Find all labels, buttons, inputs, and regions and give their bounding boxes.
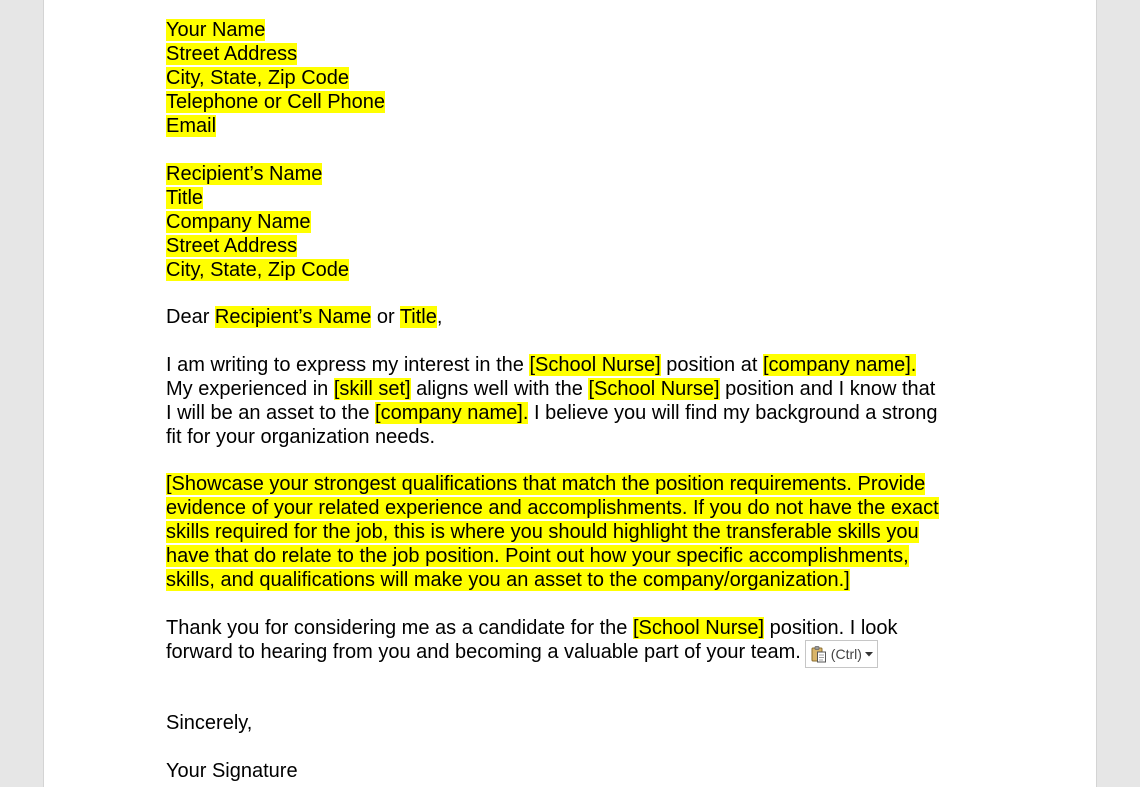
- signature: Your Signature: [166, 759, 298, 782]
- skill-set-placeholder: [skill set]: [333, 377, 411, 400]
- sender-email-line: [166, 114, 986, 138]
- salutation-name: Recipient’s Name: [214, 306, 372, 329]
- para1-line-3: [166, 401, 986, 425]
- position-placeholder: [School Nurse]: [632, 616, 765, 639]
- salutation-dear: Dear: [166, 306, 215, 329]
- para2-text: have that do relate to the job position. Point out how your specific accomplishments,: [166, 545, 909, 568]
- para3-text: Thank you for considering me as a candidate for the: [166, 616, 633, 639]
- para1-text: fit for your organization needs.: [166, 425, 436, 448]
- blank-line: [166, 329, 986, 353]
- salutation-or: or: [371, 306, 400, 329]
- signature-line: [166, 759, 986, 783]
- recipient-street-line: [166, 234, 986, 258]
- paste-options-button[interactable]: [805, 640, 878, 668]
- para1-line-1: [166, 353, 986, 377]
- para3-text: position. I look: [764, 616, 898, 639]
- recipient-title-line: [166, 186, 986, 210]
- blank-line: [166, 592, 986, 616]
- para1-text: I am writing to express my interest in the: [166, 353, 530, 376]
- blank-line: [166, 138, 986, 162]
- para2-line-1: [166, 472, 986, 496]
- position-placeholder: [School Nurse]: [588, 377, 720, 400]
- blank-line: [166, 282, 986, 306]
- salutation-title: Title: [399, 306, 437, 329]
- sender-city-line: [166, 66, 986, 90]
- sender-name: Your Name: [166, 19, 266, 41]
- para1-text: I believe you will find my background a strong: [528, 401, 938, 424]
- para1-line-2: [166, 377, 986, 401]
- caret-down-icon: [864, 649, 874, 659]
- para1-text: position at: [660, 353, 763, 376]
- salutation-comma: ,: [436, 306, 443, 329]
- salutation-line: [166, 305, 986, 329]
- para1-text: position and I know that: [719, 377, 936, 400]
- recipient-name-line: [166, 162, 986, 186]
- clipboard-icon: [809, 644, 829, 664]
- sender-phone: Telephone or Cell Phone: [166, 91, 386, 113]
- document-page: [44, 0, 1096, 787]
- para3-text: forward to hearing from you and becoming a valuable part of your team.: [166, 640, 801, 663]
- recipient-city: City, State, Zip Code: [166, 258, 350, 281]
- para2-text: skills required for the job, this is where you should highlight the transferable skills you: [166, 521, 919, 544]
- para2-line-4: [166, 544, 986, 568]
- letter-body[interactable]: [166, 18, 986, 783]
- position-placeholder: [School Nurse]: [529, 353, 661, 376]
- recipient-title: Title: [166, 186, 204, 209]
- company-placeholder: [company name].: [375, 401, 529, 424]
- sender-email: Email: [166, 115, 217, 137]
- para2-line-3: [166, 520, 986, 544]
- recipient-company: Company Name: [166, 210, 311, 233]
- closing: Sincerely,: [166, 712, 253, 735]
- para2-text: evidence of your related experience and accomplishments. If you do not have the exact: [166, 497, 939, 520]
- para2-line-5: [166, 568, 986, 592]
- para1-text: aligns well with the: [410, 377, 589, 400]
- para2-text: skills, and qualifications will make you an asset to the company/organization.]: [166, 569, 850, 592]
- sender-street: Street Address: [166, 43, 298, 65]
- sender-phone-line: [166, 90, 986, 114]
- sender-name-line: [166, 18, 986, 42]
- recipient-city-line: [166, 258, 986, 282]
- para2-line-2: [166, 496, 986, 520]
- blank-line: [166, 449, 986, 473]
- paste-options-label: (Ctrl): [830, 645, 862, 662]
- recipient-street: Street Address: [166, 234, 298, 257]
- para1-text: I will be an asset to the: [166, 401, 376, 424]
- para3-line-1: [166, 616, 986, 640]
- para2-text: [Showcase your strongest qualifications that match the position requirements. Provide: [166, 473, 926, 496]
- recipient-company-line: [166, 210, 986, 234]
- para1-text: My experienced in: [166, 377, 334, 400]
- closing-line: [166, 711, 986, 735]
- company-placeholder: [company name].: [762, 353, 917, 376]
- recipient-name: Recipient’s Name: [166, 162, 323, 185]
- blank-line: [166, 688, 986, 712]
- blank-line: [166, 735, 986, 759]
- sender-street-line: [166, 42, 986, 66]
- para3-line-2: [166, 640, 986, 664]
- sender-city: City, State, Zip Code: [166, 67, 350, 89]
- para1-line-4: [166, 425, 986, 449]
